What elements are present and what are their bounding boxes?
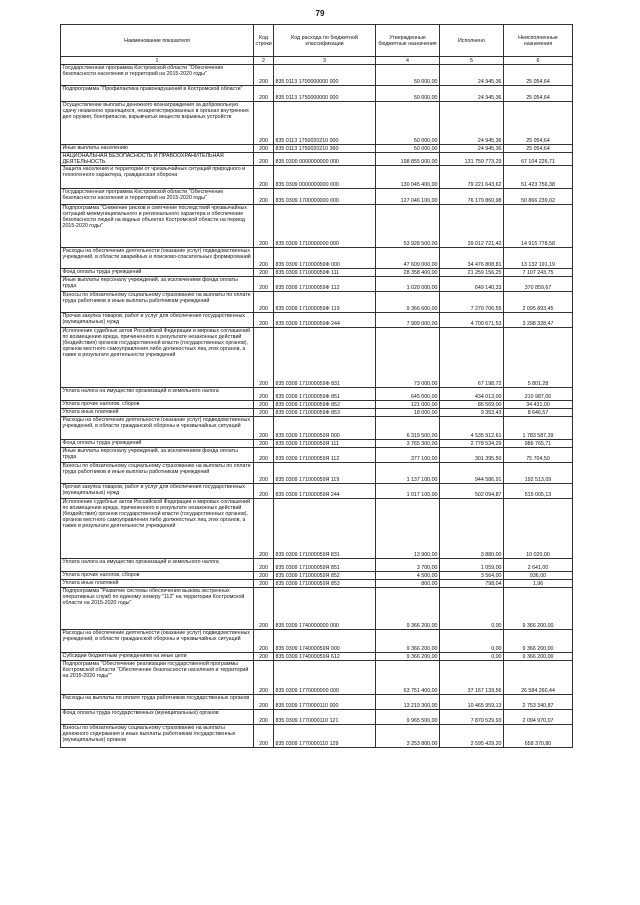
row-name-cell: Подпрограмма "Обеспечение реализации государственной программы Костромской области "Обеспечение безопасности населения и территорий на 2015-2020 годы"" [61, 661, 254, 695]
row-approved-cell: 9 366 200,00 [376, 653, 440, 661]
table-row [61, 401, 573, 409]
row-remaining-cell: 25 054,64 [504, 145, 573, 153]
row-approved-cell: 50 000,00 [376, 145, 440, 153]
row-executed-cell: 3 880,00 [440, 499, 504, 559]
row-name-cell: НАЦИОНАЛЬНАЯ БЕЗОПАСНОСТЬ И ПРАВООХРАНИТЕЛЬНАЯ ДЕЯТЕЛЬНОСТЬ [61, 153, 254, 166]
header-executed: Исполнено [440, 25, 504, 57]
row-name-cell: Взносы по обязательному социальному страхованию на выплаты по оплате труда работников и иные выплаты работникам учреждений [61, 463, 254, 484]
table-row [61, 166, 573, 189]
row-line-cell: 200 [254, 463, 274, 484]
row-executed-cell: 79 221 643,62 [440, 166, 504, 189]
row-remaining-cell: 9 366 200,00 [504, 630, 573, 653]
row-code-cell: 835 0309 171000059Я 119 [274, 463, 376, 484]
row-code-cell: 835 0309 171000059Я 831 [274, 499, 376, 559]
row-approved-cell: 9 366 200,00 [376, 588, 440, 630]
row-line-cell: 200 [254, 189, 274, 205]
row-remaining-cell: 210 987,00 [504, 388, 573, 401]
table-row [61, 710, 573, 725]
row-name-cell: Подпрограмма "Снижение рисков и смягчение последствий чрезвычайных ситуаций межмуниципального и регионального характера и обеспечение безопасности людей на водных объектах Костромской области на период 2015-2020 годы" [61, 205, 254, 248]
table-row [61, 588, 573, 630]
row-name-cell: Осуществление выплаты денежного вознаграждения за добровольную сдачу незаконно хранящихся, незарегистрированных в органах внутренних дел оружия, боеприпасов, взрывчатых веществ взрывных устройств [61, 102, 254, 145]
row-code-cell: 835 0309 1770000110 121 [274, 710, 376, 725]
row-code-cell: 835 0309 174000059Я 000 [274, 630, 376, 653]
row-remaining-cell: 2 641,00 [504, 559, 573, 572]
column-number: 5 [440, 57, 504, 65]
row-approved-cell: 28 358 400,00 [376, 269, 440, 277]
row-line-cell: 200 [254, 499, 274, 559]
row-code-cell: 835 0309 171000059Я 000 [274, 417, 376, 440]
row-name-cell: Уплата налога на имущество организаций и земельного налога [61, 388, 254, 401]
row-remaining-cell: 34 431,00 [504, 401, 573, 409]
row-remaining-cell: 2 094 970,07 [504, 710, 573, 725]
row-remaining-cell: 370 859,67 [504, 277, 573, 292]
table-row [61, 313, 573, 328]
row-name-cell: Уплата прочих налогов, сборов [61, 572, 254, 580]
column-number: 1 [61, 57, 254, 65]
header-approved: Утвержденные бюджетные назначения [376, 25, 440, 57]
row-executed-cell: 1 059,00 [440, 559, 504, 572]
row-code-cell: 835 0309 0000000000 000 [274, 166, 376, 189]
row-approved-cell: 73 000,00 [376, 328, 440, 388]
row-line-cell: 200 [254, 86, 274, 102]
table-row [61, 248, 573, 269]
table-row [61, 695, 573, 710]
table-row [61, 725, 573, 748]
row-name-cell: Государственная программа Костромской области "Обеспечение безопасности населения и территорий на 2015-2020 годы" [61, 65, 254, 86]
row-line-cell: 200 [254, 313, 274, 328]
budget-execution-table [60, 24, 573, 748]
row-executed-cell: 67 198,72 [440, 328, 504, 388]
column-number: 6 [504, 57, 573, 65]
row-approved-cell: 3 765 300,00 [376, 440, 440, 448]
row-code-cell: 835 0113 1700000000 000 [274, 65, 376, 86]
row-executed-cell: 4 700 671,53 [440, 313, 504, 328]
row-line-cell: 200 [254, 484, 274, 499]
row-code-cell: 835 0309 1710000000 000 [274, 205, 376, 248]
row-name-cell: Расходы на обеспечение деятельности (оказание услуг) подведомственных учреждений, в области гражданской обороны и чрезвычайных ситуаций [61, 630, 254, 653]
column-number: 2 [254, 57, 274, 65]
row-approved-cell: 4 500,00 [376, 572, 440, 580]
row-code-cell: 835 0309 171000059Я 852 [274, 572, 376, 580]
row-line-cell: 200 [254, 153, 274, 166]
table-row [61, 417, 573, 440]
row-executed-cell: 7 870 529,93 [440, 710, 504, 725]
table-row [61, 572, 573, 580]
row-code-cell: 835 0309 171000059Ф 112 [274, 277, 376, 292]
row-name-cell: Иные выплаты персоналу учреждений, за исключением фонда оплаты труда [61, 277, 254, 292]
table-row [61, 409, 573, 417]
row-code-cell: 835 0113 1750000000 000 [274, 86, 376, 102]
row-executed-cell: 24 945,36 [440, 145, 504, 153]
row-executed-cell: 76 179 860,98 [440, 189, 504, 205]
row-executed-cell: 502 094,87 [440, 484, 504, 499]
row-remaining-cell: 1 783 587,39 [504, 417, 573, 440]
column-number: 4 [376, 57, 440, 65]
row-approved-cell: 9 965 500,00 [376, 710, 440, 725]
row-line-cell: 200 [254, 588, 274, 630]
row-name-cell: Взносы по обязательному социальному страхованию на выплаты по оплате труда работников и иные выплаты работникам учреждений [61, 292, 254, 313]
row-code-cell: 835 0309 171000059Я 851 [274, 559, 376, 572]
row-approved-cell: 53 928 500,00 [376, 205, 440, 248]
row-approved-cell: 47 609 000,00 [376, 248, 440, 269]
row-executed-cell: 34 476 808,81 [440, 248, 504, 269]
row-executed-cell: 86 569,00 [440, 401, 504, 409]
row-code-cell: 835 0309 171000059Ф 851 [274, 388, 376, 401]
row-name-cell: Подпрограмма "Развитие системы обеспечения вызова экстренных оперативных служб по единому номеру "112" на территории Костромской области на 2015-2020 годы" [61, 588, 254, 630]
table-row [61, 661, 573, 695]
row-remaining-cell: 14 915 778,58 [504, 205, 573, 248]
row-name-cell: Фонд оплаты труда учреждений [61, 269, 254, 277]
header-budget-code: Код расхода по бюджетной классификации [274, 25, 376, 57]
row-approved-cell: 3 700,00 [376, 559, 440, 572]
column-number-row [61, 57, 573, 65]
row-code-cell: 835 0309 1700000000 000 [274, 189, 376, 205]
header-line-code: Код строки [254, 25, 274, 57]
row-approved-cell: 9 366 200,00 [376, 630, 440, 653]
row-executed-cell: 3 564,00 [440, 572, 504, 580]
row-approved-cell: 13 900,00 [376, 499, 440, 559]
header-row [61, 25, 573, 57]
row-executed-cell: 0,00 [440, 588, 504, 630]
row-approved-cell: 50 000,00 [376, 86, 440, 102]
row-line-cell: 200 [254, 653, 274, 661]
row-executed-cell: 944 586,91 [440, 463, 504, 484]
row-code-cell: 835 0309 171000059Ф 831 [274, 328, 376, 388]
row-approved-cell: 13 219 300,00 [376, 695, 440, 710]
row-code-cell: 835 0309 171000059Я 111 [274, 440, 376, 448]
row-name-cell: Исполнение судебных актов Российской Федерации и мировых соглашений по возмещению вреда, причиненного в результате незаконных действий (бездействия) органов государственной власти (государственных органов), органов местного самоуправления либо должностных лиц этих органов, а также в результате деятельности учреждений [61, 499, 254, 559]
row-name-cell: Прочая закупка товаров, работ и услуг для обеспечения государственных (муниципальных) нужд [61, 484, 254, 499]
row-code-cell: 835 0309 1770000110 129 [274, 725, 376, 748]
row-approved-cell: 800,00 [376, 580, 440, 588]
table-row [61, 653, 573, 661]
row-line-cell: 200 [254, 205, 274, 248]
row-name-cell: Уплата налога на имущество организаций и земельного налога [61, 559, 254, 572]
row-code-cell: 835 0309 1740000000 000 [274, 588, 376, 630]
row-name-cell: Расходы на обеспечение деятельности (оказание услуг) подведомственных учреждений, в области аварийных и поисково-спасательных формирований [61, 248, 254, 269]
row-approved-cell: 121 000,00 [376, 401, 440, 409]
row-executed-cell: 37 167 139,56 [440, 661, 504, 695]
row-code-cell: 835 0113 1750020210 000 [274, 102, 376, 145]
row-code-cell: 835 0309 171000059Ф 000 [274, 248, 376, 269]
row-executed-cell: 798,04 [440, 580, 504, 588]
row-code-cell: 835 0309 171000059Я 244 [274, 484, 376, 499]
row-name-cell: Государственная программа Костромской области "Обеспечение безопасности населения и территорий на 2015-2020 годы" [61, 189, 254, 205]
row-executed-cell: 649 140,33 [440, 277, 504, 292]
row-line-cell: 200 [254, 417, 274, 440]
header-remaining: Неисполненные назначения [504, 25, 573, 57]
page-number: 79 [315, 9, 325, 18]
row-line-cell: 200 [254, 65, 274, 86]
row-line-cell: 200 [254, 580, 274, 588]
row-line-cell: 200 [254, 328, 274, 388]
row-remaining-cell: 9 366 200,00 [504, 588, 573, 630]
table-row [61, 153, 573, 166]
row-name-cell: Подпрограмма "Профилактика правонарушений в Костромской области" [61, 86, 254, 102]
row-remaining-cell: 1,96 [504, 580, 573, 588]
row-name-cell: Расходы на обеспечение деятельности (оказание услуг) подведомственных учреждений, в области гражданской обороны и чрезвычайных ситуаций [61, 417, 254, 440]
row-approved-cell: 63 751 400,00 [376, 661, 440, 695]
row-code-cell: 835 0309 171000059Ф 244 [274, 313, 376, 328]
table-row [61, 463, 573, 484]
row-remaining-cell: 5 801,28 [504, 328, 573, 388]
row-executed-cell: 434 013,00 [440, 388, 504, 401]
row-line-cell: 200 [254, 695, 274, 710]
row-line-cell: 200 [254, 440, 274, 448]
row-approved-cell: 198 855 000,00 [376, 153, 440, 166]
row-name-cell: Уплата иных платежей [61, 580, 254, 588]
row-code-cell: 835 0309 171000059Ф 852 [274, 401, 376, 409]
row-code-cell: 835 0309 171000059Я 853 [274, 580, 376, 588]
row-remaining-cell: 25 054,64 [504, 86, 573, 102]
row-executed-cell: 10 465 959,13 [440, 695, 504, 710]
row-remaining-cell: 26 584 260,44 [504, 661, 573, 695]
table-row [61, 102, 573, 145]
row-line-cell: 200 [254, 145, 274, 153]
row-line-cell: 200 [254, 661, 274, 695]
row-approved-cell: 377 100,00 [376, 448, 440, 463]
row-approved-cell: 130 045 400,00 [376, 166, 440, 189]
row-approved-cell: 127 046 100,00 [376, 189, 440, 205]
row-executed-cell: 21 259 156,25 [440, 269, 504, 277]
row-approved-cell: 1 137 100,00 [376, 463, 440, 484]
row-name-cell: Фонд оплаты труда государственных (муниципальных) органов [61, 710, 254, 725]
row-line-cell: 200 [254, 248, 274, 269]
row-line-cell: 200 [254, 572, 274, 580]
row-code-cell: 835 0309 171000059Ф 119 [274, 292, 376, 313]
table-row [61, 448, 573, 463]
row-executed-cell: 4 535 912,61 [440, 417, 504, 440]
row-code-cell: 835 0309 171000059Ф 853 [274, 409, 376, 417]
row-approved-cell: 3 253 800,00 [376, 725, 440, 748]
row-remaining-cell: 7 107 243,75 [504, 269, 573, 277]
row-name-cell: Расходы на выплаты по оплате труда работников государственных органов [61, 695, 254, 710]
table-row [61, 145, 573, 153]
row-name-cell: Взносы по обязательному социальному страхованию на выплаты денежного содержания и иные выплаты работникам государственных (муниципальных) органов [61, 725, 254, 748]
row-line-cell: 200 [254, 388, 274, 401]
row-name-cell: Субсидии бюджетным учреждениям на иные цели [61, 653, 254, 661]
row-approved-cell: 9 366 600,00 [376, 292, 440, 313]
row-remaining-cell: 3 298 328,47 [504, 313, 573, 328]
row-executed-cell: 9 353,43 [440, 409, 504, 417]
row-remaining-cell: 50 866 239,02 [504, 189, 573, 205]
row-remaining-cell: 25 054,64 [504, 65, 573, 86]
row-remaining-cell: 2 095 893,45 [504, 292, 573, 313]
row-remaining-cell: 936,00 [504, 572, 573, 580]
table-row [61, 440, 573, 448]
row-remaining-cell: 8 646,57 [504, 409, 573, 417]
row-line-cell: 200 [254, 102, 274, 145]
table-row [61, 269, 573, 277]
row-line-cell: 200 [254, 559, 274, 572]
row-code-cell: 835 0309 1770000110 000 [274, 695, 376, 710]
row-remaining-cell: 25 054,64 [504, 102, 573, 145]
row-executed-cell: 0,00 [440, 630, 504, 653]
row-executed-cell: 39 012 721,42 [440, 205, 504, 248]
row-executed-cell: 24 945,36 [440, 86, 504, 102]
row-name-cell: Иные выплаты персоналу учреждений, за исключением фонда оплаты труда [61, 448, 254, 463]
table-row [61, 580, 573, 588]
row-name-cell: Фонд оплаты труда учреждений [61, 440, 254, 448]
row-name-cell: Уплата иных платежей [61, 409, 254, 417]
row-line-cell: 200 [254, 630, 274, 653]
table-row [61, 559, 573, 572]
table-row [61, 205, 573, 248]
row-code-cell: 835 0309 174000059Я 612 [274, 653, 376, 661]
row-line-cell: 200 [254, 448, 274, 463]
table-row [61, 292, 573, 313]
table-row [61, 388, 573, 401]
row-remaining-cell: 9 366 200,00 [504, 653, 573, 661]
row-approved-cell: 18 000,00 [376, 409, 440, 417]
row-approved-cell: 50 000,00 [376, 65, 440, 86]
row-code-cell: 835 0309 171000059Ф 111 [274, 269, 376, 277]
row-name-cell: Прочая закупка товаров, работ и услуг для обеспечения государственных (муниципальных) нужд [61, 313, 254, 328]
table-row [61, 65, 573, 86]
row-remaining-cell: 13 132 191,19 [504, 248, 573, 269]
table-row [61, 499, 573, 559]
row-executed-cell: 2 595 429,20 [440, 725, 504, 748]
row-executed-cell: 2 778 534,29 [440, 440, 504, 448]
row-remaining-cell: 51 423 756,38 [504, 166, 573, 189]
row-code-cell: 835 0309 171000059Я 112 [274, 448, 376, 463]
row-line-cell: 200 [254, 166, 274, 189]
table-row [61, 630, 573, 653]
row-executed-cell: 24 945,36 [440, 65, 504, 86]
table-row [61, 328, 573, 388]
row-executed-cell: 7 270 706,55 [440, 292, 504, 313]
row-code-cell: 835 0113 1750020210 360 [274, 145, 376, 153]
row-executed-cell: 301 395,50 [440, 448, 504, 463]
row-name-cell: Исполнение судебных актов Российской Федерации и мировых соглашений по возмещению вреда, причиненного в результате незаконных действий (бездействия) органов государственной власти (государственных органов), органов местного самоуправления либо должностных лиц этих органов, а также в результате деятельности учреждений [61, 328, 254, 388]
row-approved-cell: 6 319 500,00 [376, 417, 440, 440]
row-approved-cell: 7 999 000,00 [376, 313, 440, 328]
row-remaining-cell: 2 753 340,87 [504, 695, 573, 710]
table-row [61, 86, 573, 102]
row-line-cell: 200 [254, 409, 274, 417]
row-remaining-cell: 75 704,50 [504, 448, 573, 463]
table-row [61, 189, 573, 205]
row-remaining-cell: 986 765,71 [504, 440, 573, 448]
row-line-cell: 200 [254, 710, 274, 725]
row-line-cell: 200 [254, 725, 274, 748]
row-line-cell: 200 [254, 401, 274, 409]
row-code-cell: 835 0300 0000000000 000 [274, 153, 376, 166]
row-name-cell: Иные выплаты населению [61, 145, 254, 153]
row-line-cell: 200 [254, 269, 274, 277]
row-remaining-cell: 192 513,09 [504, 463, 573, 484]
row-remaining-cell: 10 020,00 [504, 499, 573, 559]
row-approved-cell: 645 000,00 [376, 388, 440, 401]
table-row [61, 484, 573, 499]
row-approved-cell: 1 017 100,00 [376, 484, 440, 499]
row-executed-cell: 24 945,36 [440, 102, 504, 145]
row-line-cell: 200 [254, 292, 274, 313]
row-name-cell: Защита населения и территории от чрезвычайных ситуаций природного и техногенного характера, гражданская оборона [61, 166, 254, 189]
row-code-cell: 835 0309 1770000000 000 [274, 661, 376, 695]
header-indicator-name: Наименование показателя [61, 25, 254, 57]
row-name-cell: Уплата прочих налогов, сборов [61, 401, 254, 409]
row-executed-cell: 131 750 773,29 [440, 153, 504, 166]
row-executed-cell: 0,00 [440, 653, 504, 661]
row-remaining-cell: 515 005,13 [504, 484, 573, 499]
row-remaining-cell: 67 104 226,71 [504, 153, 573, 166]
row-line-cell: 200 [254, 277, 274, 292]
column-number: 3 [274, 57, 376, 65]
table-body [61, 65, 573, 748]
row-approved-cell: 1 020 000,00 [376, 277, 440, 292]
row-remaining-cell: 658 370,80 [504, 725, 573, 748]
row-approved-cell: 50 000,00 [376, 102, 440, 145]
table-row [61, 277, 573, 292]
